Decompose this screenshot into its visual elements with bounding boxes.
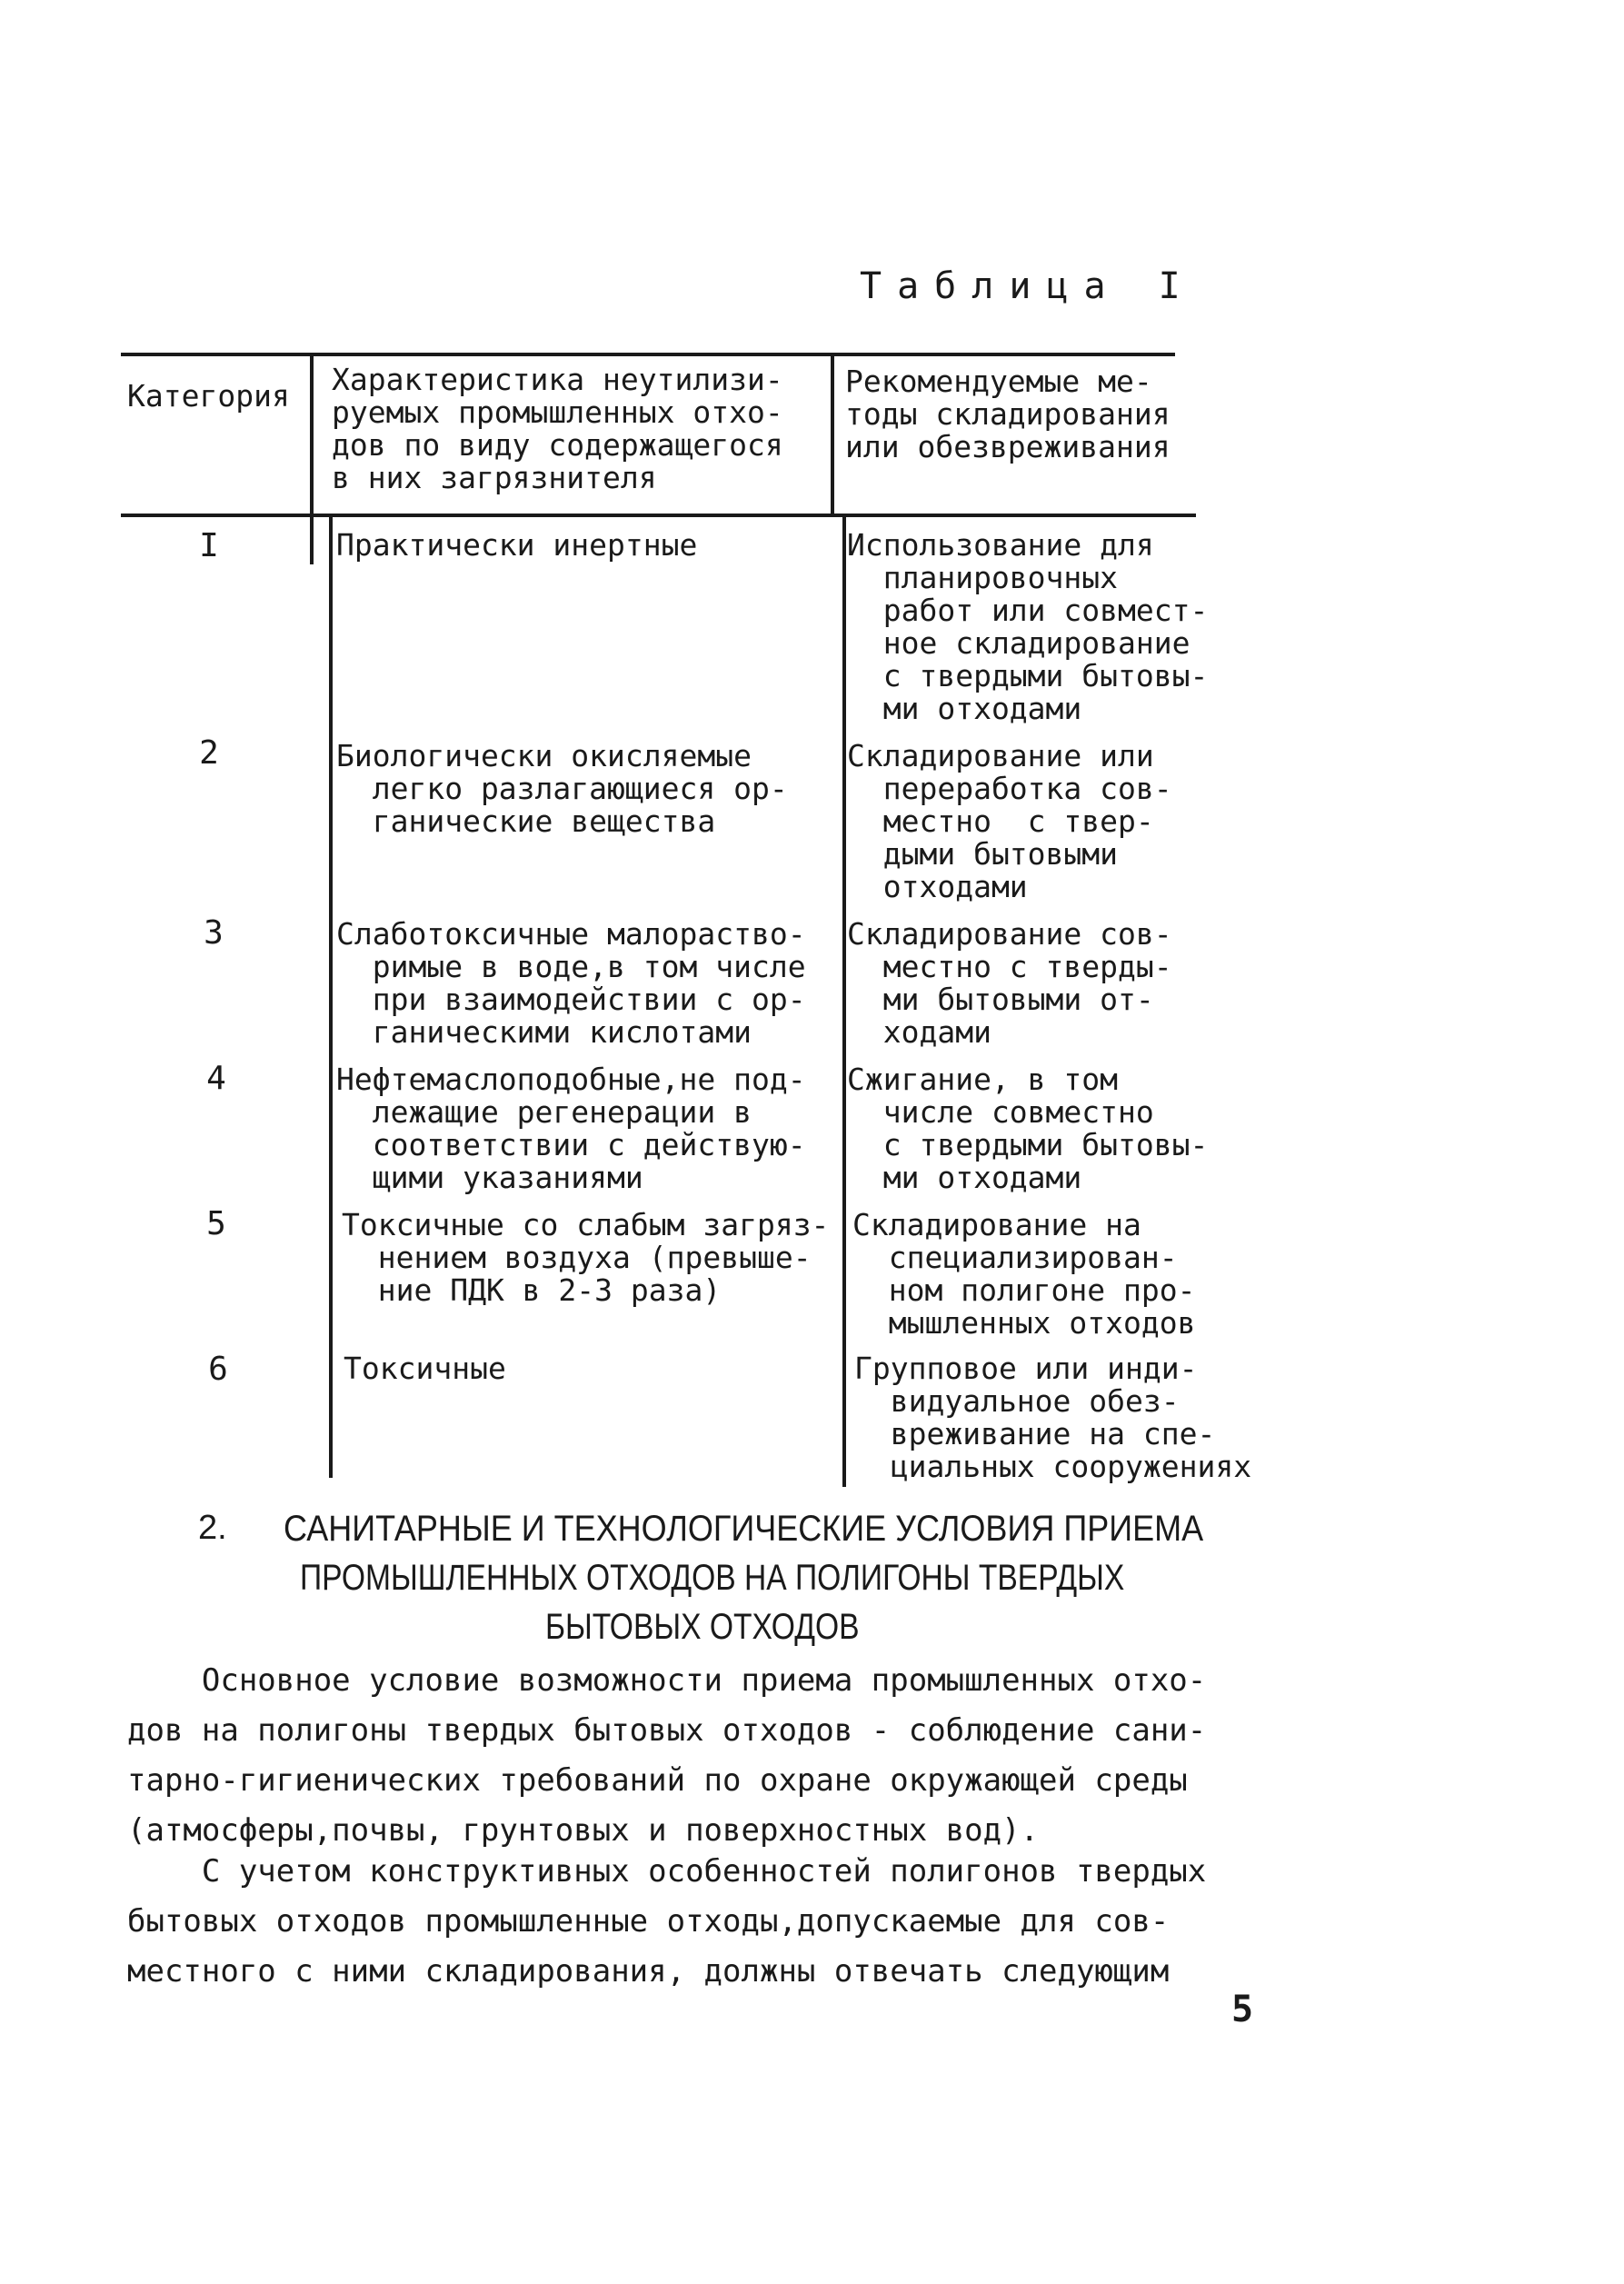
header-characteristic: Характеристика неутилизи- руемых промышленных отхо- дов по виду содержащегося в них загрязнителя xyxy=(332,362,783,495)
paragraph-1: Основное условие возможности приема промышленных отхо- дов на полигоны твердых бытовых отходов - соблюдение сани- тарно-гигиенических требований по охране окружающей среды (атмосферы,почвы, грунтовых и поверхностных вод). xyxy=(127,1662,1207,1849)
row-2-category: 2 xyxy=(199,734,219,772)
row-5-category: 5 xyxy=(206,1205,226,1242)
column-divider-2 xyxy=(831,353,834,516)
row-2-methods: Складирование или переработка сов- местно с твер- дыми бытовыми отходами xyxy=(847,738,1172,904)
row-1-category: I xyxy=(199,527,219,564)
section-number: 2. xyxy=(198,1509,227,1547)
row-5-methods: Складирование на специализирован- ном полигоне про- мышленных отходов xyxy=(852,1207,1196,1341)
table-caption: Таблица I xyxy=(860,265,1196,307)
row-4-category: 4 xyxy=(206,1060,226,1097)
paragraph-2: С учетом конструктивных особенностей полигонов твердых бытовых отходов промышленные отходы,допускаемые для сов- местного с ними складирования, должны отвечать следующим xyxy=(127,1853,1207,1990)
row-4-characteristic: Нефтемаслоподобные,не под- лежащие регенерации в соответствии с действую- щими указаниями xyxy=(336,1062,806,1195)
header-methods: Рекомендуемые ме- тоды складирования или обезвреживания xyxy=(845,364,1171,464)
row-3-methods: Складирование сов- местно с тверды- ми бытовыми от- ходами xyxy=(847,916,1172,1050)
row-4-methods: Сжигание, в том числе совместно с твердыми бытовы- ми отходами xyxy=(847,1062,1209,1195)
row-3-category: 3 xyxy=(204,914,224,952)
column-divider-1 xyxy=(310,353,314,564)
row-6-characteristic: Токсичные xyxy=(344,1351,506,1386)
row-6-category: 6 xyxy=(208,1351,228,1388)
section-title-line-3: БЫТОВЫХ ОТХОДОВ xyxy=(545,1607,860,1647)
page-number: 5 xyxy=(1231,1989,1254,2030)
row-1-methods: Использование для планировочных работ или совмест- ное складирование с твердыми бытовы- ми отходами xyxy=(847,527,1209,726)
row-3-characteristic: Слаботоксичные малораство- римые в воде,в том числе при взаимодействии с ор- ганическими кислотами xyxy=(336,916,806,1050)
table-top-rule xyxy=(121,353,1175,356)
table-header-rule xyxy=(121,514,1196,517)
row-5-characteristic: Токсичные со слабым загряз- нением воздуха (превыше- ние ПДК в 2-3 раза) xyxy=(342,1207,830,1308)
header-category: Категория xyxy=(127,378,290,414)
section-title-line-2: ПРОМЫШЛЕННЫХ ОТХОДОВ НА ПОЛИГОНЫ ТВЕРДЫХ xyxy=(300,1558,1125,1598)
column-divider-1-body xyxy=(329,516,333,1478)
row-6-methods: Групповое или инди- видуальное обез- вреживание на спе- циальных сооружениях xyxy=(854,1351,1252,1484)
section-title-line-1: САНИТАРНЫЕ И ТЕХНОЛОГИЧЕСКИЕ УСЛОВИЯ ПРИЕМА xyxy=(284,1509,1204,1549)
row-1-characteristic: Практически инертные xyxy=(336,527,698,563)
row-2-characteristic: Биологически окисляемые легко разлагающиеся ор- ганические вещества xyxy=(336,738,788,839)
column-divider-2-body xyxy=(842,516,846,1487)
